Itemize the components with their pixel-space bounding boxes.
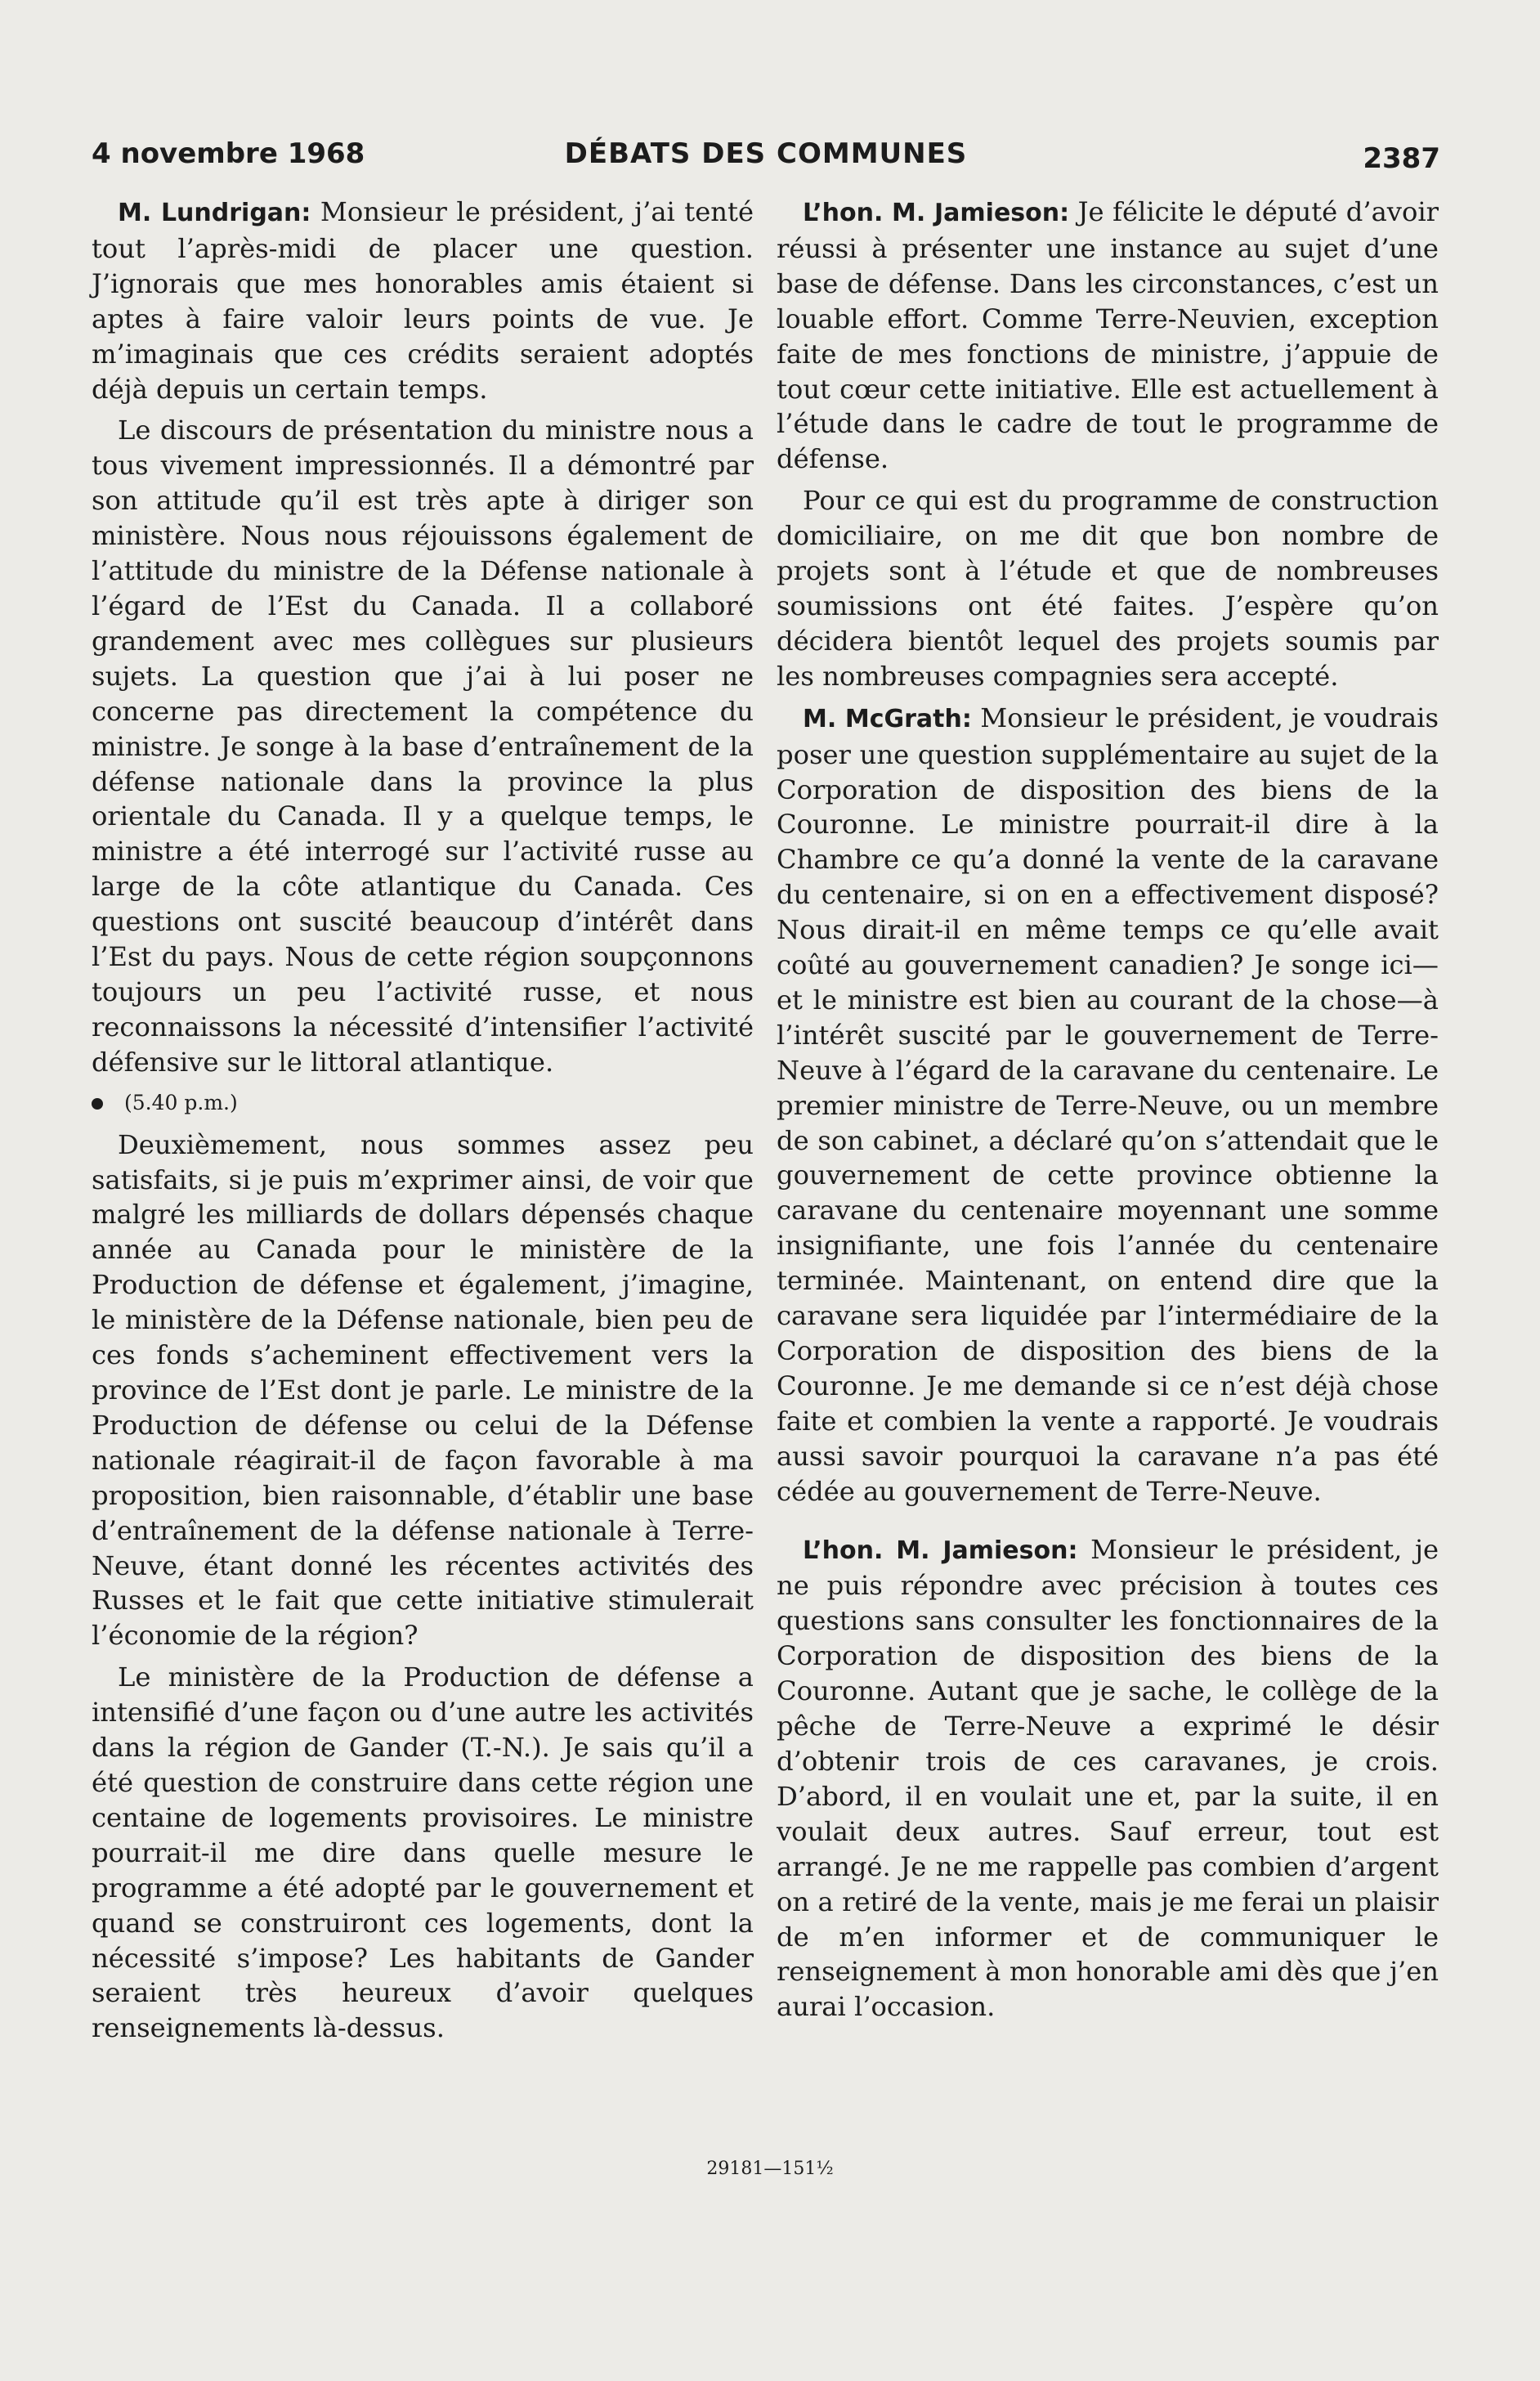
paragraph-text: Monsieur le président, je ne puis répondre avec précision à toutes ces questions sans consulter les fonctionnaires de la Corporation de disposition des biens de la Couronne. Autant que je sache, le collège de la pêche de Terre-Neuve a exprimé le désir d’obtenir trois de ces caravanes, je crois. D’abord, il en voulait une et, par la suite, il en voulait deux autres. Sauf erreur, tout est arrangé. Je ne me rappelle pas combien d’argent on a retiré de la vente, mais je me ferai un plaisir de m’en informer et de communiquer le renseignement à mon honorable ami dès que j’en aurai l’occasion. (777, 1533, 1439, 2023)
paragraph-text: Monsieur le président, je voudrais poser une question supplémentaire au sujet de la Corporation de disposition des biens de la Couronne. Le ministre pourrait-il dire à la Chambre ce qu’a donné la vente de la caravane du centenaire, si on en a effectivement disposé? Nous dirait-il en même temps ce qu’elle avait coûté au gouvernement canadien? Je songe ici—et le ministre est bien au courant de la chose—à l’intérêt suscité par le gouvernement de Terre-Neuve à l’égard de la caravane du centenaire. Le premier ministre de Terre-Neuve, ou un membre de son cabinet, a déclaré qu’on s’attendait que le gouvernement de cette province obtienne la caravane du centenaire moyennant une somme insignifiante, une fois l’année du centenaire terminée. Maintenant, on entend dire que la caravane sera liquidée par l’intermédiaire de la Corporation de disposition des biens de la Couronne. Je me demande si ce n’est déjà chose faite et combien la vente a rapporté. Je voudrais aussi savoir pourquoi la caravane n’a pas été cédée au gouvernement de Terre-Neuve. (777, 702, 1439, 1507)
paragraph: Le discours de présentation du ministre nous a tous vivement impressionnés. Il a démontré par son attitude qu’il est très apte à diriger son ministère. Nous nous réjouissons également de l’attitude du ministre de la Défense nationale à l’égard de l’Est du Canada. Il a collaboré grandement avec mes collègues sur plusieurs sujets. La question que j’ai à lui poser ne concerne pas directement la compétence du ministre. Je songe à la base d’entraînement de la défense nationale dans la province la plus orientale du Canada. Il y a quelque temps, le ministre a été interrogé sur l’activité russe au large de la côte atlantique du Canada. Ces questions ont suscité beaucoup d’intérêt dans l’Est du pays. Nous de cette région soupçonnons toujours un peu l’activité russe, et nous reconnaissons la nécessité d’intensifier l’activité défensive sur le littoral atlantique. (92, 415, 754, 1078)
bullet-icon (92, 1098, 103, 1110)
header-date: 4 novembre 1968 (92, 137, 365, 170)
paragraph: Le ministère de la Production de défense a intensifié d’une façon ou d’une autre les activités dans la région de Gander (T.-N.). Je sais qu’il a été question de construire dans cette région une centaine de logements provisoires. Le ministre pourrait-il me dire dans quelle mesure le programme a été adopté par le gouvernement et quand se construiront ces logements, dont la nécessité s’impose? Les habitants de Gander seraient très heureux d’avoir quelques renseignements là-dessus. (92, 1661, 754, 2044)
timestamp (92, 1087, 754, 1119)
paragraph-jamieson (777, 195, 1439, 477)
header-page-number: 2387 (1363, 142, 1440, 175)
paragraph-mcgrath (777, 701, 1439, 1509)
left-column (92, 195, 754, 2052)
paragraph: Pour ce qui est du programme de construction domiciliaire, on me dit que bon nombre de projets sont à l’étude et que de nombreuses soumissions ont été faites. J’espère qu’on décidera bientôt lequel des projets soumis par les nombreuses compagnies sera accepté. (777, 485, 1439, 692)
speaker-name: L’hon. M. Jamieson: (803, 1536, 1078, 1565)
speaker-name: M. Lundrigan: (118, 199, 311, 227)
timestamp-text: (5.40 p.m.) (124, 1090, 238, 1114)
paragraph-text: Monsieur le président, j’ai tenté tout l’après-midi de placer une question. J’ignorais que mes honorables amis étaient si aptes à faire valoir leurs points de vue. Je m’imaginais que ces crédits seraient adoptés déjà depuis un certain temps. (92, 196, 754, 405)
paragraph-lundrigan (92, 195, 754, 406)
paragraph: Deuxièmement, nous sommes assez peu satisfaits, si je puis m’exprimer ainsi, de voir que malgré les milliards de dollars dépensés chaque année au Canada pour le ministère de la Production de défense et également, j’imagine, le ministère de la Défense nationale, bien peu de ces fonds s’acheminent effectivement vers la province de l’Est dont je parle. Le ministre de la Production de défense ou celui de la Défense nationale réagirait-il de façon favorable à ma proposition, bien raisonnable, d’établir une base d’entraînement de la défense nationale à Terre-Neuve, étant donné les récentes activités des Russes et le fait que cette initiative stimulerait l’économie de la région? (92, 1128, 754, 1652)
paragraph-text: Je félicite le député d’avoir réussi à présenter une instance au sujet d’une base de défense. Dans les circonstances, c’est un louable effort. Comme Terre-Neuvien, exception faite de mes fonctions de ministre, j’appuie de tout cœur cette initiative. Elle est actuellement à l’étude dans le cadre de tout le programme de défense. (777, 196, 1439, 475)
paragraph-jamieson-reply (777, 1532, 1439, 2025)
footer-print-code: 29181—151½ (706, 2159, 834, 2179)
paragraph-spacer (777, 1516, 1439, 1532)
page-header (92, 137, 1440, 186)
header-title: DÉBATS DES COMMUNES (564, 137, 968, 170)
right-column (777, 195, 1439, 2031)
speaker-name: M. McGrath: (803, 704, 972, 733)
speaker-name: L’hon. M. Jamieson: (803, 199, 1070, 227)
